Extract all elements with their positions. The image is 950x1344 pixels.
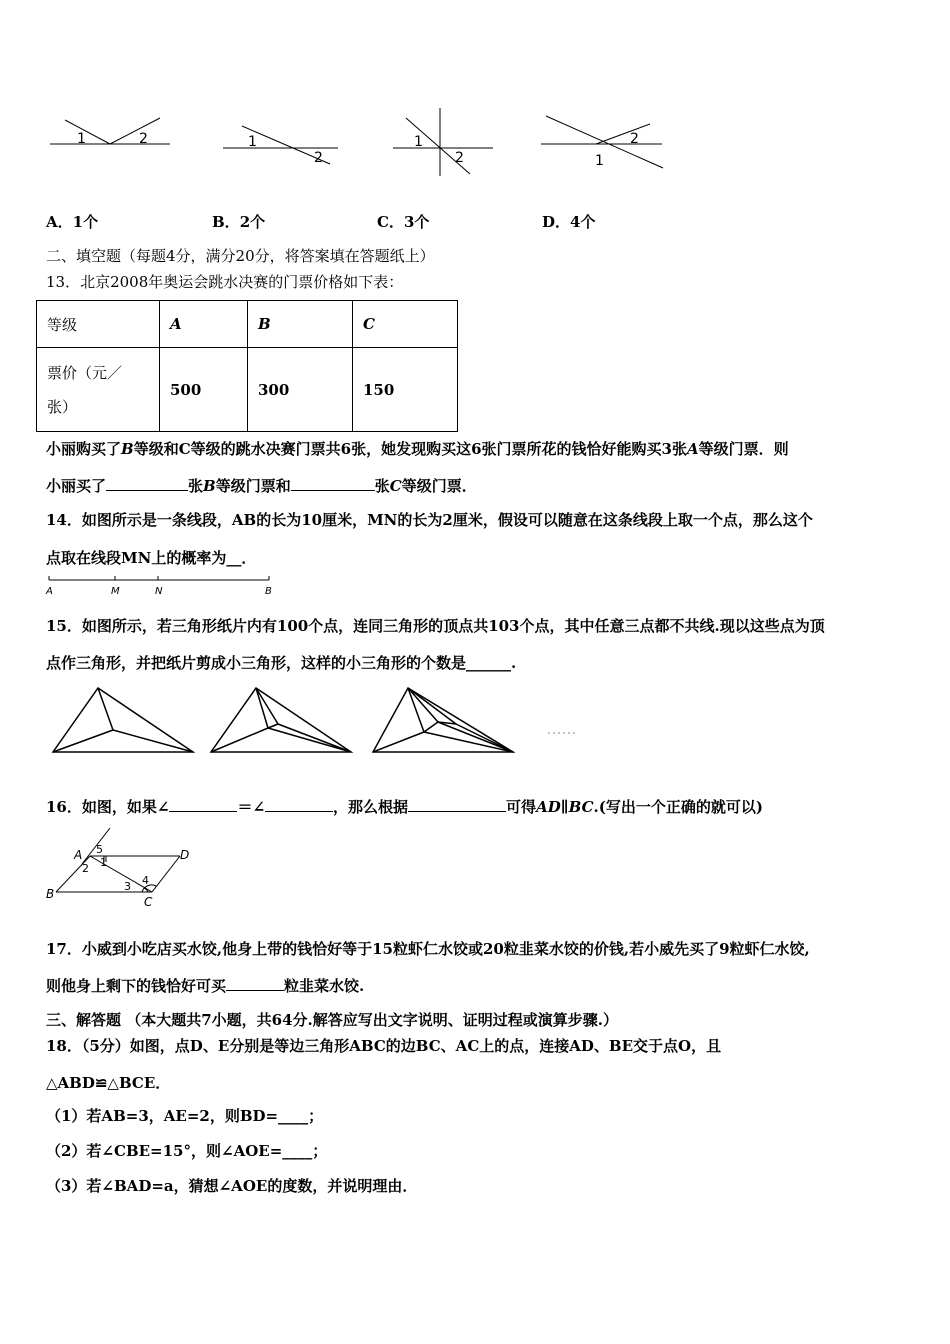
q17-line1: 17．小威到小吃店买水饺,他身上带的钱恰好等于15粒虾仁水饺或20粒韭菜水饺的价钱,若小威先买了9粒虾仁水饺,: [46, 940, 810, 958]
parallelogram-figure: [44, 826, 204, 908]
answer-blank[interactable]: [169, 797, 237, 812]
row-label-price: 票价（元／ 张）: [37, 348, 160, 432]
header-grade: 等级: [37, 301, 160, 348]
header-c: C: [353, 301, 458, 348]
triangle-figure-3: [368, 686, 518, 756]
angle-label-1: 1: [595, 153, 604, 169]
triangle-figure-2: [206, 686, 356, 756]
triangle-figure-1: [48, 686, 198, 756]
point-n: N: [155, 586, 163, 597]
section-2-title: 二、填空题（每题4分，满分20分，将答案填在答题纸上）: [46, 247, 435, 265]
segment-ab-figure: [44, 574, 279, 598]
angle-label-1: 1: [414, 134, 423, 150]
angle-label-2: 2: [455, 150, 464, 166]
decorative-dots: [546, 730, 582, 736]
angle-label-1: 1: [248, 134, 257, 150]
q13-line2: 小丽买了 张B等级门票和 张C等级门票．: [46, 477, 477, 495]
option-a: A．1个: [46, 213, 99, 231]
price-b: 300: [248, 348, 353, 432]
q18-line1: 18．（5分）如图，点D、E分别是等边三角形ABC的边BC、AC上的点，连接AD、BE交于点O，且: [46, 1037, 722, 1055]
option-c: C．3个: [377, 213, 430, 231]
answer-blank[interactable]: [265, 797, 333, 812]
angle-label-2: 2: [314, 150, 323, 166]
section-3-title: 三、解答题 （本大题共7小题，共64分.解答应写出文字说明、证明过程或演算步骤.）: [46, 1011, 618, 1029]
answer-blank[interactable]: [226, 976, 284, 991]
price-a: 500: [160, 348, 248, 432]
angle-label-1: 1: [77, 131, 86, 147]
option-d: D．4个: [542, 213, 596, 231]
option-b: B．2个: [212, 213, 266, 231]
q15-line2: 点作三角形，并把纸片剪成小三角形，这样的小三角形的个数是______.: [46, 654, 517, 672]
answer-blank[interactable]: [291, 476, 375, 491]
q12-figure-b: [220, 118, 345, 168]
angle-2: 2: [82, 862, 89, 875]
point-c: C: [144, 895, 153, 908]
angle-1: 1: [100, 856, 107, 869]
angle-4: 4: [142, 874, 149, 887]
q12-figure-d: [538, 110, 668, 170]
angle-3: 3: [124, 880, 131, 893]
answer-blank[interactable]: [106, 476, 188, 491]
q15-line1: 15．如图所示，若三角形纸片内有100个点，连同三角形的顶点共103个点，其中任意三点都不共线.现以这些点为顶: [46, 617, 825, 635]
q16-stem: 16．如图，如果∠ ＝∠ ，那么根据 可得AD∥BC.(写出一个正确的就可以): [46, 798, 763, 816]
q18-part1: （1）若AB=3，AE=2，则BD=____；: [46, 1107, 324, 1125]
price-c: 150: [353, 348, 458, 432]
point-d: D: [180, 848, 190, 862]
header-b: B: [248, 301, 353, 348]
q12-figure-c: [388, 106, 498, 178]
q14-line1: 14．如图所示是一条线段，AB的长为10厘米，MN的长为2厘米，假设可以随意在这条线段上取一个点，那么这个: [46, 511, 813, 529]
q13-line1: 小丽购买了B等级和C等级的跳水决赛门票共6张，她发现购买这6张门票所花的钱恰好能购买3张A等级门票．则: [46, 440, 789, 458]
q18-part3: （3）若∠BAD=a，猜想∠AOE的度数，并说明理由．: [46, 1177, 418, 1195]
q13-stem: 13．北京2008年奥运会跳水决赛的门票价格如下表：: [46, 273, 404, 291]
header-a: A: [160, 301, 248, 348]
point-m: M: [111, 586, 120, 597]
q14-line2: 点取在线段MN上的概率为__．: [46, 549, 257, 567]
ticket-price-table: [36, 300, 458, 432]
point-b: B: [265, 586, 272, 597]
point-a: A: [46, 586, 53, 597]
point-a: A: [74, 848, 83, 862]
q12-figure-a: [45, 112, 175, 152]
q17-line2: 则他身上剩下的钱恰好可买 粒韭菜水饺.: [46, 977, 365, 995]
angle-5: 5: [96, 843, 103, 856]
angle-label-2: 2: [139, 131, 148, 147]
point-b: B: [46, 887, 55, 901]
answer-blank[interactable]: [408, 797, 506, 812]
q18-line2: △ABD≌△BCE．: [46, 1074, 171, 1092]
angle-label-2: 2: [630, 131, 639, 147]
q18-part2: （2）若∠CBE=15°，则∠AOE=____；: [46, 1142, 328, 1160]
